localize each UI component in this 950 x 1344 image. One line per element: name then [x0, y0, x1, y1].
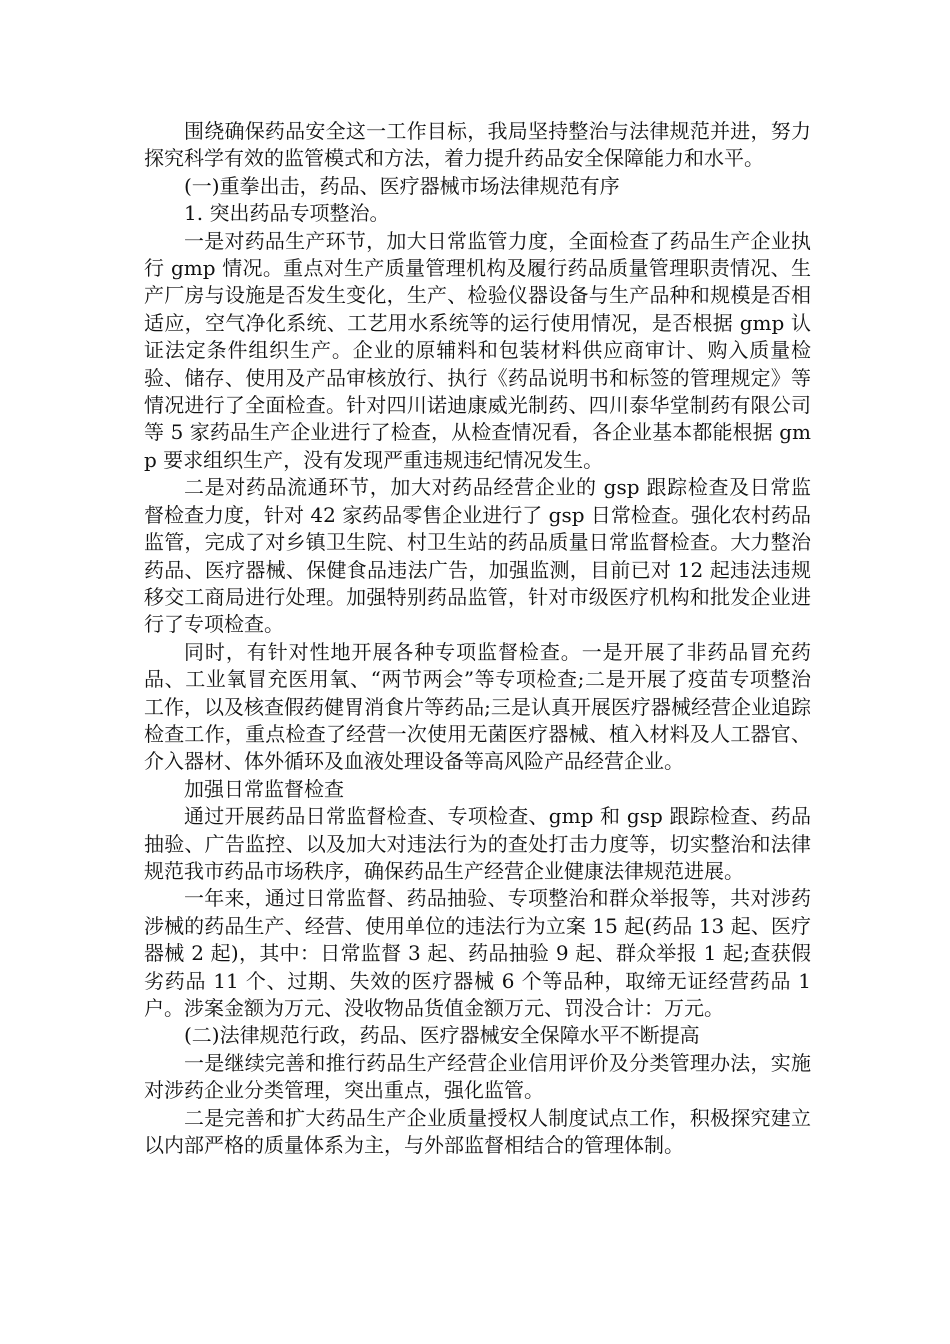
paragraph-credit-evaluation: 一是继续完善和推行药品生产经营企业信用评价及分类管理办法，实施对涉药企业分类管理，突出重点，强化监管。: [144, 1050, 811, 1103]
subsection-heading-2: 加强日常监督检查: [184, 776, 344, 801]
document-body: [144, 118, 811, 1159]
paragraph-quality-authorization: 二是完善和扩大药品生产企业质量授权人制度试点工作，积极探究建立以内部严格的质量体系为主，与外部监督相结合的管理体制。: [144, 1105, 811, 1158]
paragraph-circulation: 二是对药品流通环节，加大对药品经营企业的 gsp 跟踪检查及日常监督检查力度，针对 42 家药品零售企业进行了 gsp 日常检查。强化农村药品监管，完成了对乡镇卫生院、村卫生站的药品质量日常监督检查。大力整治药品、医疗器械、保健食品违法广告，加强监测，目前已对 12 起违法违规移交工商局进行处理。加强特别药品监管，针对市级医疗机构和批发企业进行了专项检查。: [144, 475, 811, 637]
paragraph-production: 一是对药品生产环节，加大日常监管力度，全面检查了药品生产企业执行 gmp 情况。重点对生产质量管理机构及履行药品质量管理职责情况、生产厂房与设施是否发生变化，生产、检验仪器设备与生产品种和规模是否相适应，空气净化系统、工艺用水系统等的运行使用情况，是否根据 gmp 认证法定条件组织生产。企业的原辅料和包装材料供应商审计、购入质量检验、储存、使用及产品审核放行、执行《药品说明书和标签的管理规定》等情况进行了全面检查。针对四川诺迪康威光制药、四川泰华堂制药有限公司等 5 家药品生产企业进行了检查，从检查情况看，各企业基本都能根据 gmp 要求组织生产，没有发现严重违规违纪情况发生。: [144, 228, 811, 472]
paragraph-special-inspection: 同时，有针对性地开展各种专项监督检查。一是开展了非药品冒充药品、工业氧冒充医用氧、“两节两会”等专项检查;二是开展了疫苗专项整治工作，以及核查假药健胃消食片等药品;三是认真开展医疗器械经营企业追踪检查工作，重点检查了经营一次使用无菌医疗器械、植入材料及人工器官、介入器材、体外循环及血液处理设备等高风险产品经营企业。: [144, 639, 811, 774]
paragraph-daily-supervision: 通过开展药品日常监督检查、专项检查、gmp 和 gsp 跟踪检查、药品抽验、广告监控、以及加大对违法行为的查处打击力度等，切实整治和法律规范我市药品市场秩序，确保药品生产经营企业健康法律规范进展。: [144, 804, 811, 883]
paragraph-intro: 围绕确保药品安全这一工作目标，我局坚持整治与法律规范并进，努力探究科学有效的监管模式和方法，着力提升药品安全保障能力和水平。: [144, 119, 811, 171]
paragraph-annual-summary: 一年来，通过日常监督、药品抽验、专项整治和群众举报等，共对涉药涉械的药品生产、经营、使用单位的违法行为立案 15 起(药品 13 起、医疗器械 2 起)，其中：日常监督 3 起、药品抽验 9 起、群众举报 1 起;查获假劣药品 11 个、过期、失效的医疗器械 6 个等品种，取缔无证经营药品 1 户。涉案金额为万元、没收物品货值金额万元、罚没合计：万元。: [144, 886, 811, 1020]
section-heading-1: (一)重拳出击，药品、医疗器械市场法律规范有序: [184, 173, 620, 198]
subsection-heading-1: 1. 突出药品专项整治。: [184, 201, 390, 226]
section-heading-2: (二)法律规范行政，药品、医疗器械安全保障水平不断提高: [184, 1023, 700, 1048]
